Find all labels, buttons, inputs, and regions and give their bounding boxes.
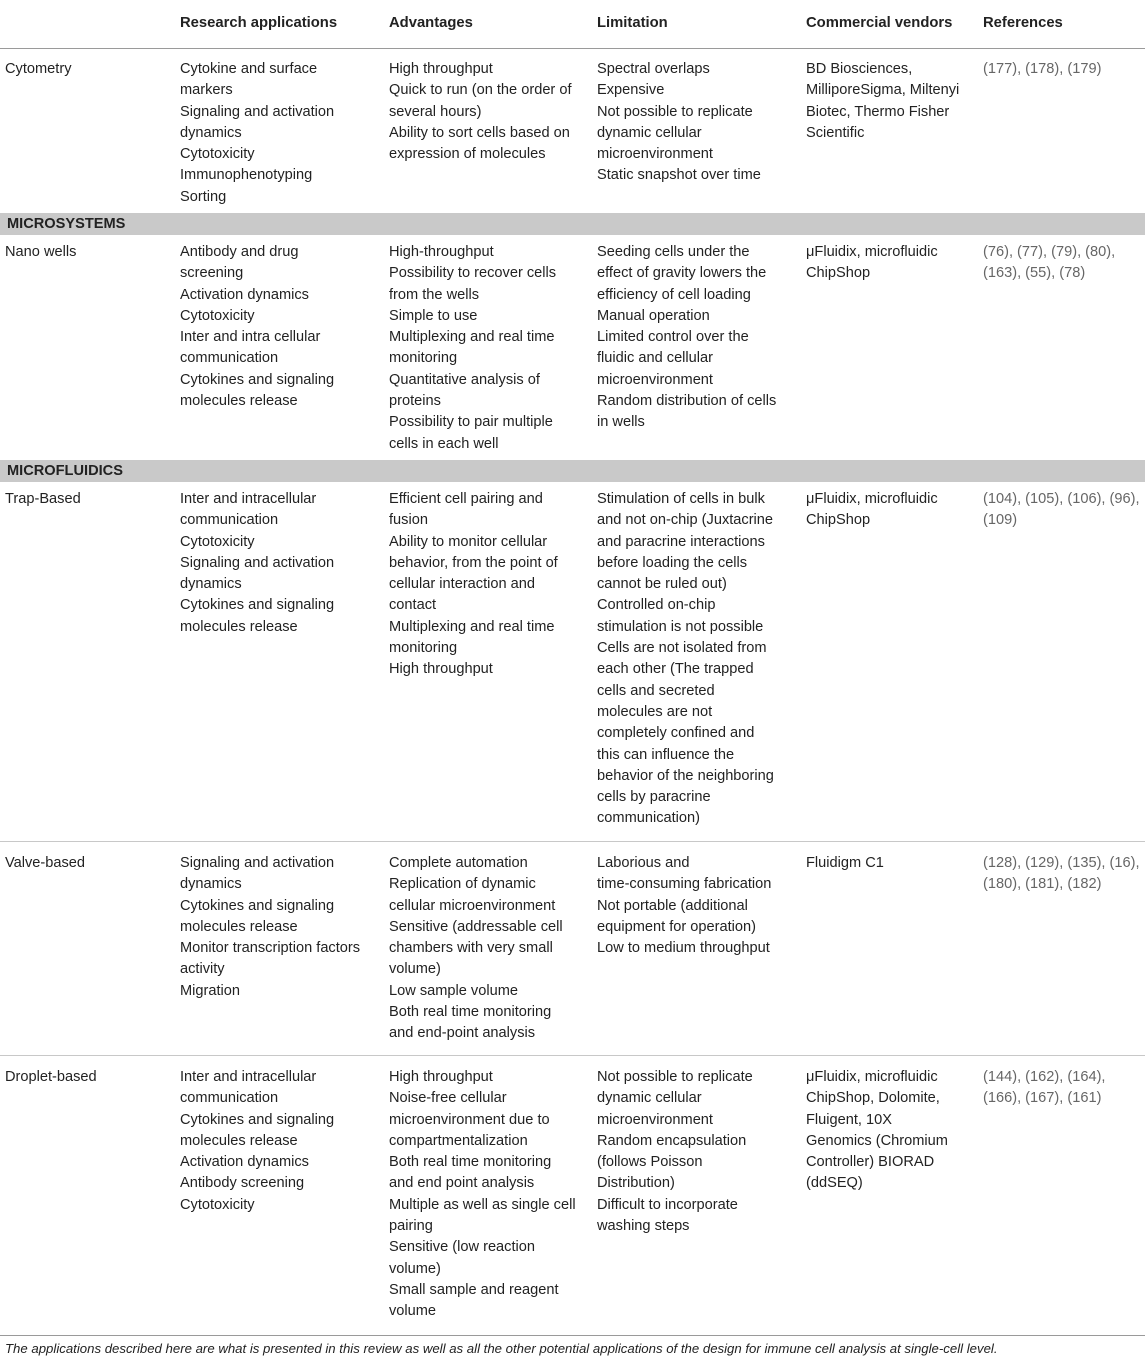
- cell-vendors: Fluidigm C1: [806, 855, 884, 871]
- cell-vendors: BD Biosciences, MilliporeSigma, Miltenyi Biotec, Thermo Fisher Scientific: [806, 61, 960, 141]
- cell-references: (144), (162), (164), (166), (167), (161): [983, 1069, 1106, 1107]
- table-row-droplet-based: [0, 1056, 1145, 1334]
- cell-limitation: Seeding cells under the effect of gravity lowers the efficiency of cell loading Manual operation Limited control over the fluidic and cellular microenvironment Random distribution of cells in wells: [597, 244, 777, 431]
- cell-references: (177), (178), (179): [983, 61, 1102, 77]
- row-label: Trap-Based: [5, 491, 81, 507]
- cell-advantages: High throughput Quick to run (on the order of several hours) Ability to sort cells based on expression of molecules: [389, 61, 572, 163]
- cell-applications: Antibody and drug screening Activation dynamics Cytotoxicity Inter and intra cellular communication Cytokines and signaling molecules release: [180, 244, 335, 410]
- row-label: Nano wells: [5, 244, 77, 260]
- cell-advantages: High-throughput Possibility to recover cells from the wells Simple to use Multiplexing and real time monitoring Quantitative analysis of proteins Possibility to pair multiple cells in each well: [389, 244, 557, 452]
- table-row-nano-wells: [0, 231, 1145, 458]
- cell-vendors: μFluidix, microfluidic ChipShop, Dolomite, Fluigent, 10X Genomics (Chromium Controller) BIORAD (ddSEQ): [806, 1069, 948, 1192]
- table-footnote: The applications described here are what is presented in this review as well as all the other potential applications of the design for immune cell analysis at single-cell level.: [5, 1341, 998, 1356]
- header-advantages: Advantages: [389, 15, 473, 31]
- header-references: References: [983, 15, 1063, 31]
- table-bottom-rule: [0, 1335, 1145, 1336]
- row-label: Cytometry: [5, 61, 72, 77]
- cell-limitation: Stimulation of cells in bulk and not on-chip (Juxtacrine and paracrine interactions before loading the cells cannot be ruled out) Controlled on-chip stimulation is not possible Cells are not isolated from each other (The trapped cells and secreted molecules are not completely confined and this can influence the behavior of the neighboring cells by paracrine communication): [597, 491, 774, 827]
- cell-references: (76), (77), (79), (80), (163), (55), (78): [983, 244, 1116, 282]
- table-header: [0, 0, 1145, 49]
- cell-limitation: Laborious and time-consuming fabrication Not portable (additional equipment for operation) Low to medium throughput: [597, 855, 772, 957]
- cell-applications: Inter and intracellular communication Cytotoxicity Signaling and activation dynamics Cytokines and signaling molecules release: [180, 491, 335, 635]
- table-row-cytometry: [0, 48, 1145, 211]
- cell-vendors: μFluidix, microfluidic ChipShop: [806, 491, 938, 529]
- cell-limitation: Spectral overlaps Expensive Not possible to replicate dynamic cellular microenvironment Static snapshot over time: [597, 61, 761, 184]
- row-label: Droplet-based: [5, 1069, 97, 1085]
- header-commercial-vendors: Commercial vendors: [806, 15, 953, 31]
- table-row-valve-based: [0, 842, 1145, 1056]
- cell-applications: Inter and intracellular communication Cytokines and signaling molecules release Activation dynamics Antibody screening Cytotoxicity: [180, 1069, 335, 1213]
- cell-references: (128), (129), (135), (16), (180), (181), (182): [983, 855, 1140, 893]
- cell-limitation: Not possible to replicate dynamic cellular microenvironment Random encapsulation (follows Poisson Distribution) Difficult to incorporate washing steps: [597, 1069, 753, 1235]
- table-row-trap-based: [0, 478, 1145, 842]
- cell-advantages: High throughput Noise-free cellular microenvironment due to compartmentalization Both real time monitoring and end point analysis Multiple as well as single cell pairing Sensitive (low reaction volume) Small sample and reagent volume: [389, 1069, 576, 1320]
- cell-references: (104), (105), (106), (96), (109): [983, 491, 1140, 529]
- cell-applications: Signaling and activation dynamics Cytokines and signaling molecules release Monitor transcription factors activity Migration: [180, 855, 361, 999]
- header-limitation: Limitation: [597, 15, 668, 31]
- row-label: Valve-based: [5, 855, 86, 871]
- cell-vendors: μFluidix, microfluidic ChipShop: [806, 244, 938, 282]
- cell-advantages: Efficient cell pairing and fusion Ability to monitor cellular behavior, from the point of cellular interaction and contact Multiplexing and real time monitoring High throughput: [389, 491, 558, 678]
- header-research-applications: Research applications: [180, 15, 338, 31]
- cell-advantages: Complete automation Replication of dynamic cellular microenvironment Sensitive (addressable cell chambers with very small volume) Low sample volume Both real time monitoring and end-point analysis: [389, 855, 563, 1042]
- section-label: MICROSYSTEMS: [7, 216, 126, 232]
- cell-applications: Cytokine and surface markers Signaling and activation dynamics Cytotoxicity Immunophenotyping Sorting: [180, 61, 335, 205]
- section-label: MICROFLUIDICS: [7, 463, 123, 479]
